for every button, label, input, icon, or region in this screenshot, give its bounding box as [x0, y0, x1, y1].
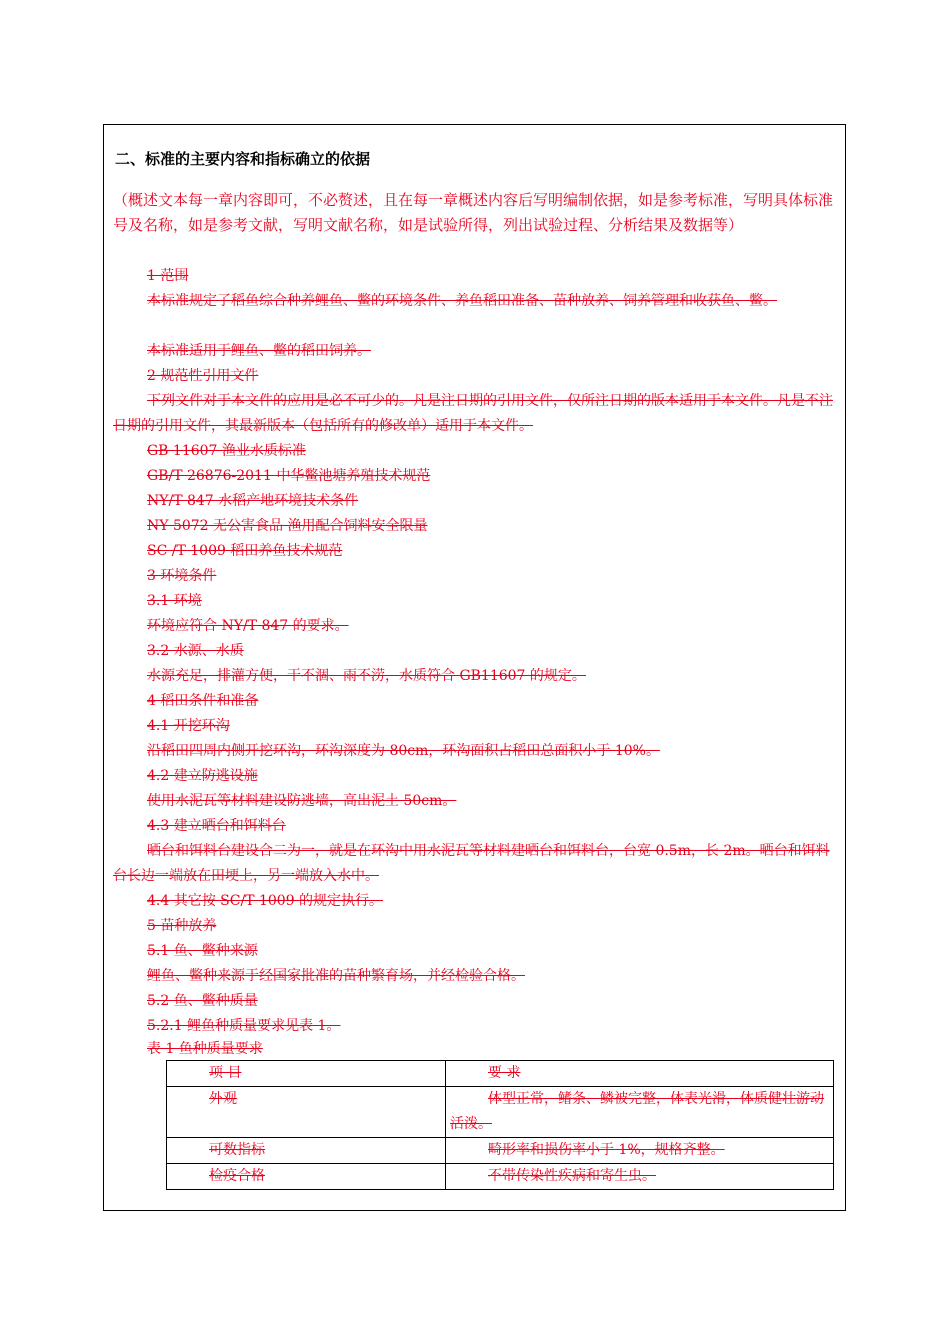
- line-field-4-3-text: 晒台和饵料台建设合二为一，就是在环沟中用水泥瓦等材料建晒台和饵料台，台宽 0.5m，长 2m。晒台和饵料台长边一端放在田埂上，另一端放入水中。: [113, 843, 830, 884]
- line-refs-text: 下列文件对于本文件的应用是必不可少的。凡是注日期的引用文件，仅所注日期的版本适用于本文件。凡是不注日期的引用文件，其最新版本（包括所有的修改单）适用于本文件。: [113, 393, 833, 434]
- line-field-4-2: 4.2 建立防逃设施: [147, 768, 258, 784]
- table-row: [167, 1164, 834, 1190]
- table-caption: 表 1 鱼种质量要求: [147, 1041, 263, 1057]
- fish-quality-table: [166, 1060, 834, 1190]
- line-stock-title: 5 苗种放养: [147, 918, 217, 934]
- table-header-req: 要 求: [446, 1061, 834, 1087]
- table-header-item: 项 目: [167, 1061, 446, 1087]
- table-cell-item: 检疫合格: [167, 1164, 446, 1190]
- line-scope-apply: 本标准适用于鲤鱼、鳖的稻田饲养。: [147, 343, 371, 359]
- line-ref-gb11607: GB 11607 渔业水质标准: [147, 443, 306, 459]
- table-row: [167, 1138, 834, 1164]
- table-cell-item: 外观: [167, 1087, 446, 1138]
- line-field-4-1: 4.1 开挖环沟: [147, 718, 230, 734]
- line-ref-ny5072: NY 5072 无公害食品 渔用配合饲料安全限量: [147, 518, 428, 534]
- line-field-4-4: 4.4 其它按 SC/T 1009 的规定执行。: [147, 893, 384, 909]
- line-env-3-2-text: 水源充足，排灌方便，干不涸、雨不涝，水质符合 GB11607 的规定。: [147, 668, 586, 684]
- line-stock-5-1: 5.1 鱼、鳖种来源: [147, 943, 258, 959]
- line-ref-nyt847: NY/T 847 水稻产地环境技术条件: [147, 493, 359, 509]
- table-cell-req: 不带传染性疾病和寄生虫。: [446, 1164, 834, 1190]
- line-env-3-2: 3.2 水源、水质: [147, 643, 244, 659]
- line-env-title: 3 环境条件: [147, 568, 217, 584]
- table-header-row: [167, 1061, 834, 1087]
- line-env-3-1: 3.1 环境: [147, 593, 202, 609]
- line-env-3-1-text: 环境应符合 NY/T 847 的要求。: [147, 618, 349, 634]
- table-row: [167, 1087, 834, 1138]
- line-scope-title: 1 范围: [147, 268, 189, 284]
- line-field-4-2-text: 使用水泥瓦等材料建设防逃墙，高出泥土 50cm。: [147, 793, 457, 809]
- line-stock-5-1-text: 鲤鱼、鳖种来源于经国家批准的苗种繁育场，并经检验合格。: [147, 968, 525, 984]
- line-field-4-1-text: 沿稻田四周内侧开挖环沟，环沟深度为 80cm，环沟面积占稻田总面积小于 10%。: [147, 743, 660, 759]
- line-ref-gbt26876: GB/T 26876-2011 中华鳖池塘养殖技术规范: [147, 468, 431, 484]
- line-refs-title: 2 规范性引用文件: [147, 368, 259, 384]
- intro-note: （概述文本每一章内容即可，不必赘述，且在每一章概述内容后写明编制依据，如是参考标准，写明具体标准号及名称，如是参考文献，写明文献名称，如是试验所得，列出试验过程、分析结果及数据等）: [113, 191, 834, 234]
- line-scope-text: 本标准规定了稻鱼综合种养鲤鱼、鳖的环境条件、养鱼稻田准备、苗种放养、饲养管理和收获鱼、鳖。: [147, 293, 777, 309]
- line-field-title: 4 稻田条件和准备: [147, 693, 259, 709]
- table-cell-item: 可数指标: [167, 1138, 446, 1164]
- table-cell-req: 畸形率和损伤率小于 1%，规格齐整。: [446, 1138, 834, 1164]
- table-cell-req: 体型正常，鳍条、鳞被完整，体表光滑，体质健壮游动活泼。: [446, 1087, 834, 1138]
- line-stock-5-2: 5.2 鱼、鳖种质量: [147, 993, 258, 1009]
- line-field-4-3: 4.3 建立晒台和饵料台: [147, 818, 286, 834]
- section-heading: 二、标准的主要内容和指标确立的依据: [115, 150, 371, 168]
- line-ref-sct1009: SC /T 1009 稻田养鱼技术规范: [147, 543, 343, 559]
- line-stock-5-2-1: 5.2.1 鲤鱼种质量要求见表 1。: [147, 1018, 341, 1034]
